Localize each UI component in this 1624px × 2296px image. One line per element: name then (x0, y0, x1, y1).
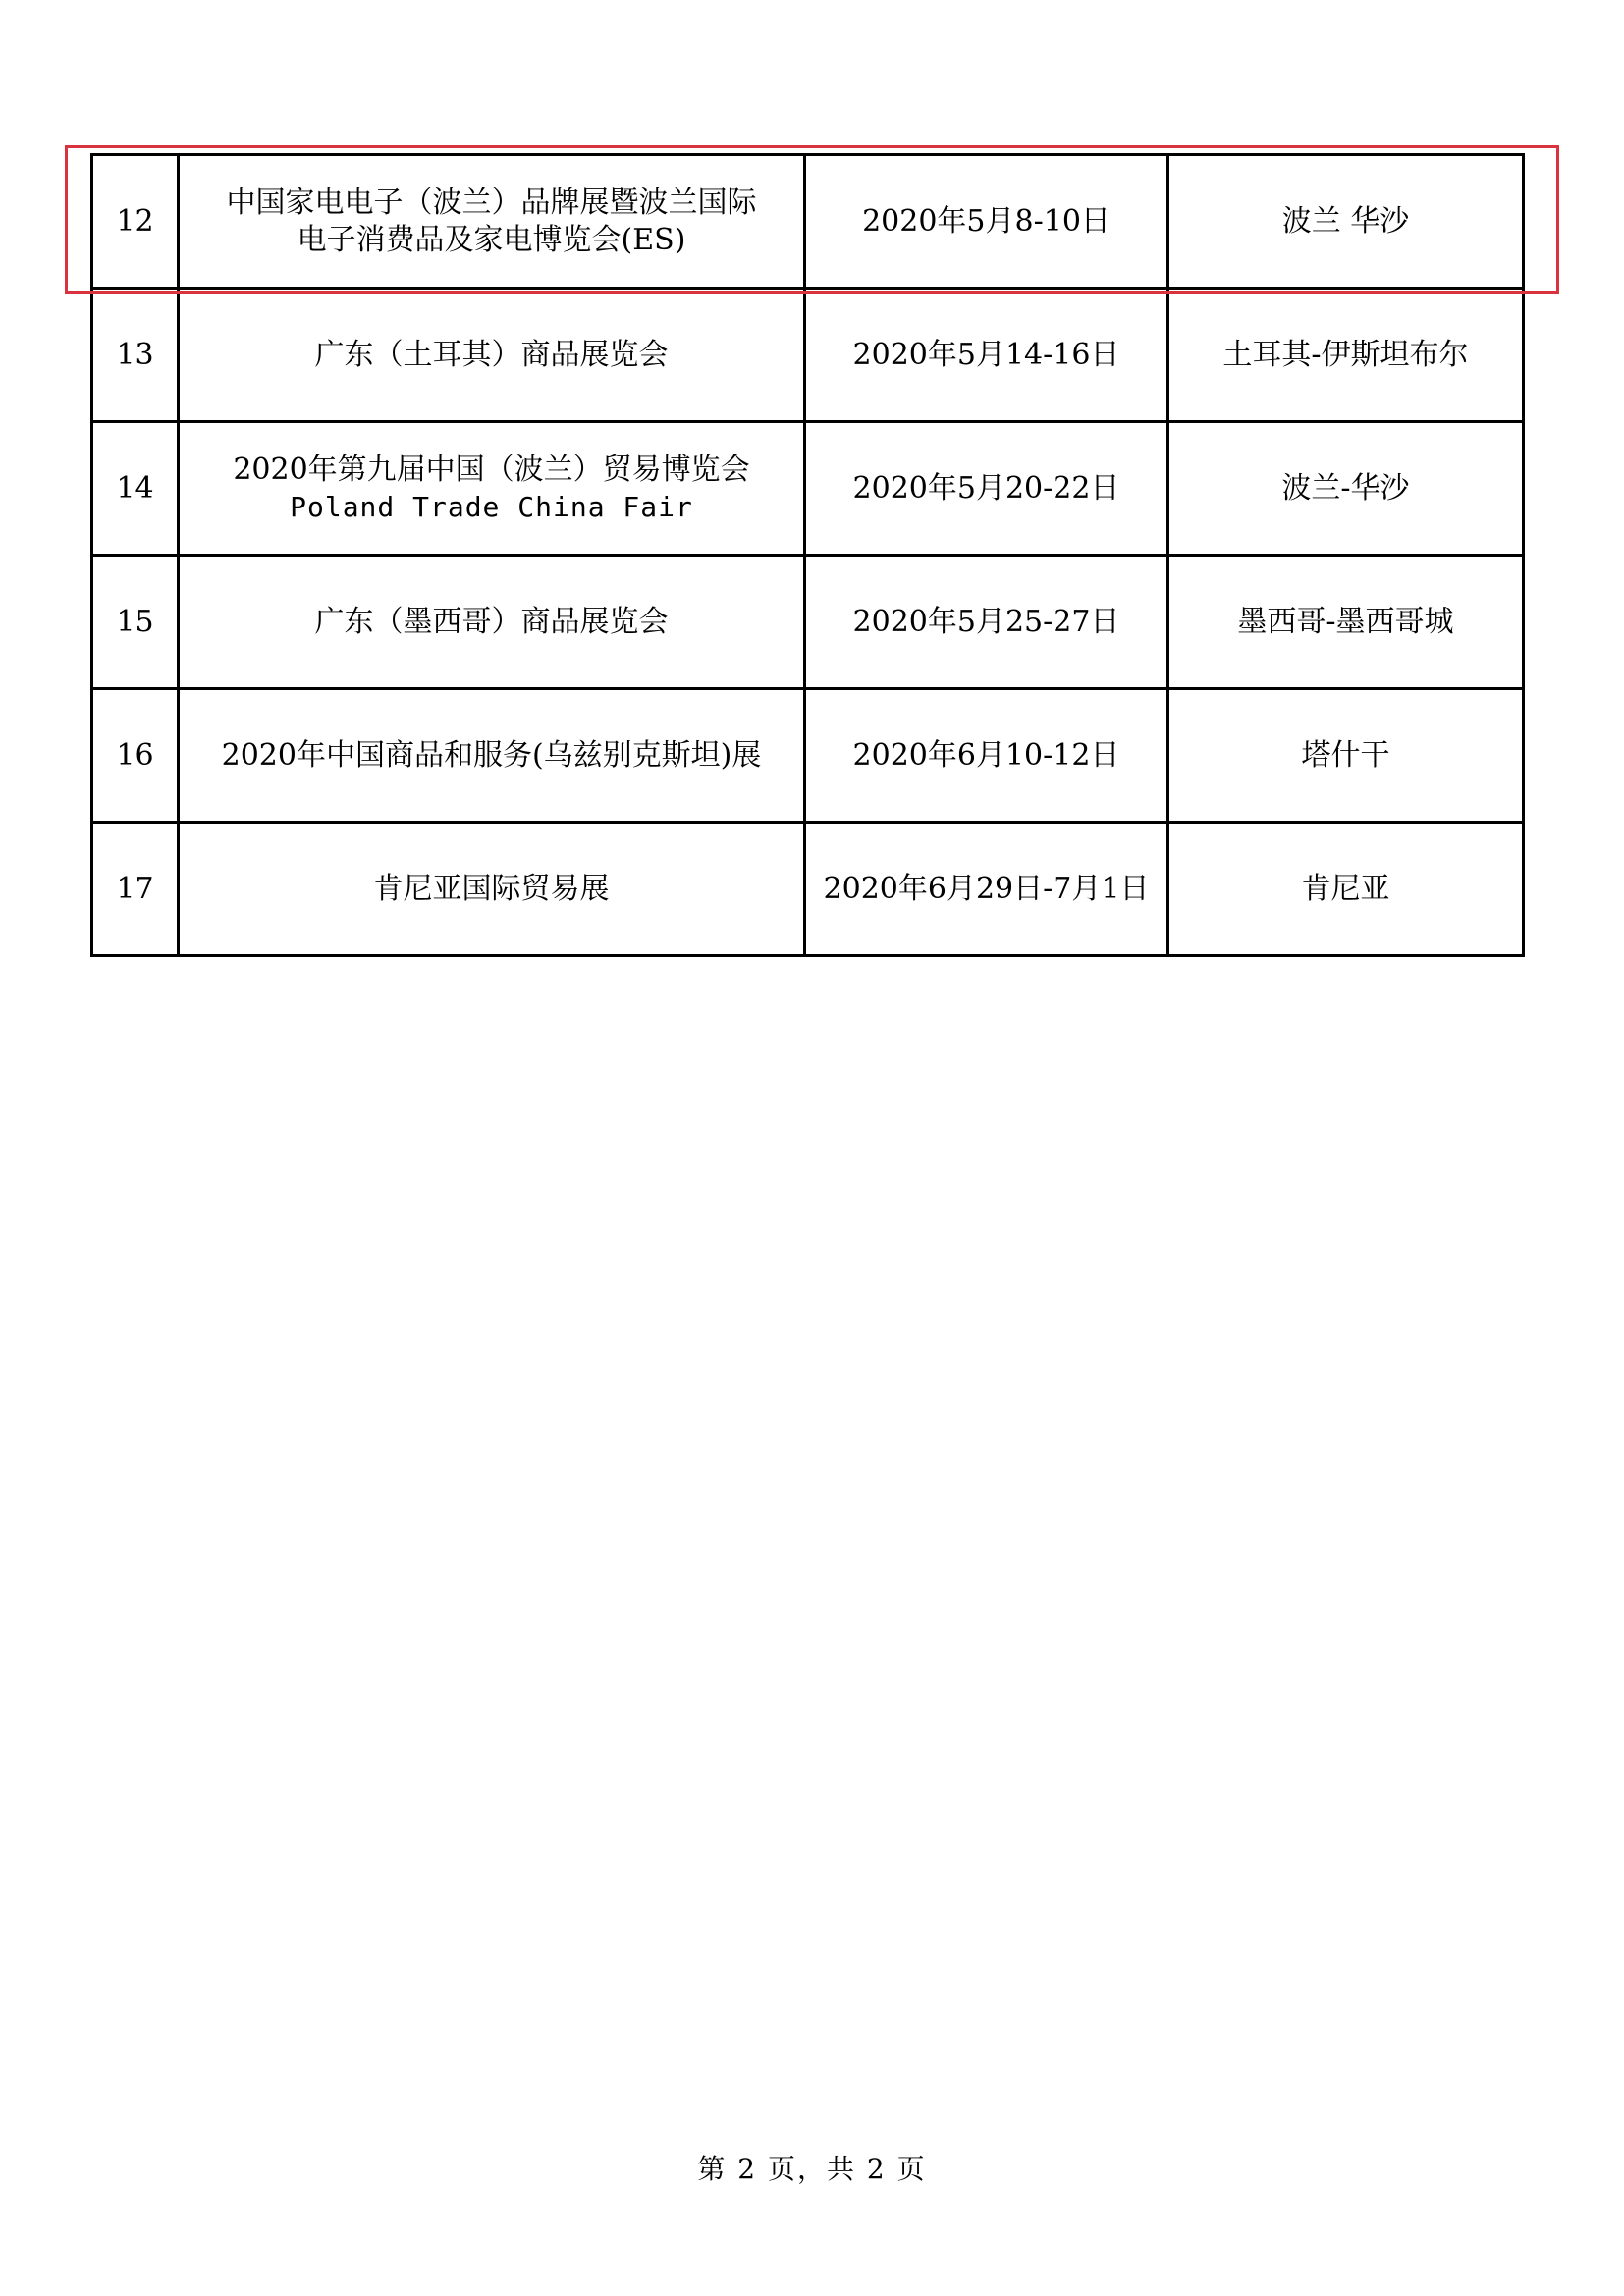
exhibition-name-cell (179, 689, 805, 823)
row-number-cell: 14 (92, 422, 179, 556)
exhibition-name-english: Poland Trade China Fair (290, 490, 693, 523)
page-footer: 第 2 页，共 2 页 (697, 2153, 927, 2185)
exhibition-name-line: 电子消费品及家电博览会(ES) (297, 222, 686, 257)
exhibition-name-cell (179, 289, 805, 422)
row-number-cell: 13 (92, 289, 179, 422)
row-number-cell: 16 (92, 689, 179, 823)
exhibition-name-cell (179, 823, 805, 956)
exhibition-name-line: 2020年中国商品和服务(乌兹别克斯坦)展 (221, 737, 762, 773)
table-row (92, 556, 1524, 689)
table-row (92, 289, 1524, 422)
location-cell: 塔什干 (1168, 689, 1524, 823)
location-cell: 肯尼亚 (1168, 823, 1524, 956)
location-cell: 墨西哥-墨西哥城 (1168, 556, 1524, 689)
date-cell: 2020年6月10-12日 (805, 689, 1168, 823)
date-cell: 2020年5月14-16日 (805, 289, 1168, 422)
table-row (92, 689, 1524, 823)
exhibition-name-line: 广东（土耳其）商品展览会 (314, 337, 669, 372)
table-row (92, 155, 1524, 289)
location-cell: 波兰 华沙 (1168, 155, 1524, 289)
date-cell: 2020年5月20-22日 (805, 422, 1168, 556)
table-row (92, 422, 1524, 556)
exhibition-name-line: 中国家电电子（波兰）品牌展暨波兰国际 (226, 185, 757, 220)
location-cell: 土耳其-伊斯坦布尔 (1168, 289, 1524, 422)
exhibition-name-cell (179, 422, 805, 556)
row-number-cell: 17 (92, 823, 179, 956)
location-cell: 波兰-华沙 (1168, 422, 1524, 556)
exhibition-name-line: 广东（墨西哥）商品展览会 (314, 604, 669, 639)
row-number-cell: 15 (92, 556, 179, 689)
date-cell: 2020年5月25-27日 (805, 556, 1168, 689)
exhibition-name-line: 2020年第九届中国（波兰）贸易博览会 (233, 452, 750, 487)
exhibition-name-cell (179, 155, 805, 289)
date-cell: 2020年5月8-10日 (805, 155, 1168, 289)
exhibition-name-line: 肯尼亚国际贸易展 (373, 871, 610, 906)
row-number-cell: 12 (92, 155, 179, 289)
table-row (92, 823, 1524, 956)
exhibition-table (90, 153, 1525, 957)
exhibition-name-cell (179, 556, 805, 689)
date-cell: 2020年6月29日-7月1日 (805, 823, 1168, 956)
